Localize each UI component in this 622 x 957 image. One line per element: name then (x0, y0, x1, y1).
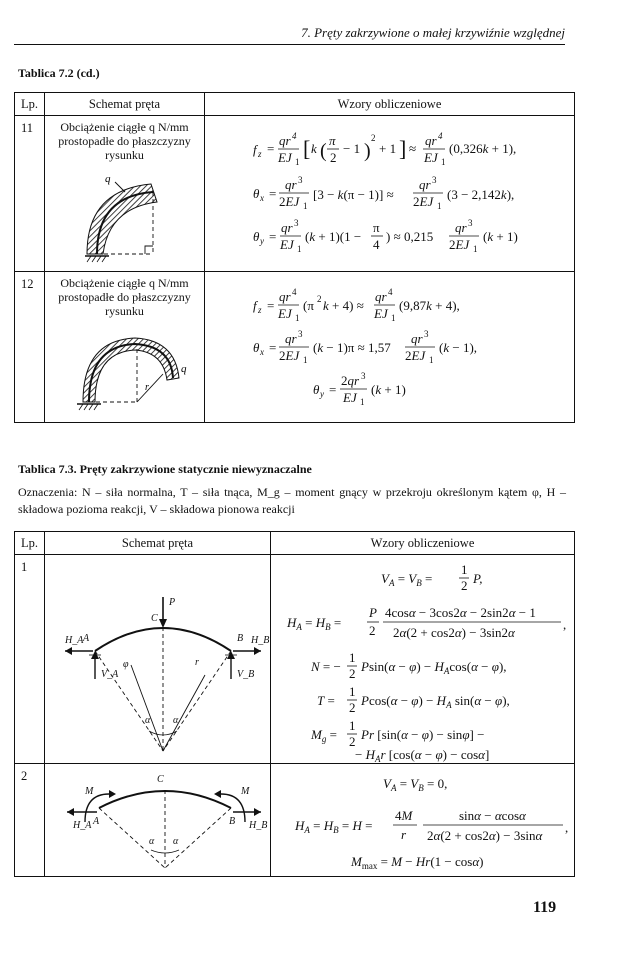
svg-text:≈: ≈ (409, 141, 417, 156)
svg-text:2: 2 (330, 150, 337, 165)
svg-text:2: 2 (349, 734, 356, 749)
svg-text:[3 − k(π − 1)] ≈: [3 − k(π − 1)] ≈ (313, 187, 394, 202)
table-row (15, 555, 575, 764)
svg-text:4M: 4M (395, 808, 413, 823)
col-header-formulas: Wzory obliczeniowe (205, 93, 575, 116)
svg-text:θ: θ (313, 382, 320, 397)
formula-theta-y-12 (313, 370, 513, 408)
svg-text:EJ: EJ (374, 306, 388, 321)
svg-text:π: π (329, 133, 336, 148)
svg-text:x: x (260, 193, 264, 203)
label-B: B (237, 633, 244, 644)
svg-text:3: 3 (432, 175, 437, 185)
svg-text:): ) (364, 140, 371, 162)
col-header-lp: Lp. (15, 532, 45, 555)
row-number: 2 (15, 764, 45, 877)
label-HB: H_B (249, 820, 268, 831)
label-C: C (157, 774, 164, 785)
label-HB: H_B (251, 635, 270, 646)
label-phi: φ (123, 659, 129, 670)
label-C: C (151, 613, 158, 624)
svg-text:Pcos(α − φ) − HA sin(α − φ),: $Pcos(\alpha - \varphi) - H_A$ sin(α − φ), (361, 693, 510, 710)
svg-text:1: 1 (360, 397, 365, 407)
label-P: P (169, 597, 176, 608)
svg-text:1: 1 (297, 244, 302, 254)
svg-text:θ: θ (253, 186, 260, 201)
svg-text:3: 3 (424, 329, 429, 339)
row-number: 12 (15, 272, 45, 423)
svg-text:1: 1 (349, 684, 356, 699)
scheme-cell (45, 116, 205, 272)
load-label-q: q (105, 173, 111, 185)
svg-text:y: y (320, 389, 324, 399)
notation-legend: Oznaczenia: N – siła normalna, T – siła tnąca, M_g – moment gnący w przekroju określonym kątem φ, H – składowa pozioma reakcji, V – składowa pionowa reakcji (18, 485, 566, 516)
scheme-arch-end-moments (45, 764, 271, 876)
svg-text:1: 1 (349, 718, 356, 733)
svg-text:1: 1 (441, 157, 446, 167)
svg-text:4: 4 (292, 131, 297, 141)
svg-text:qr: qr (279, 289, 291, 304)
running-head: 7. Pręty zakrzywione o małej krzywiźnie względnej (14, 22, 565, 45)
table-row (15, 116, 575, 272)
label-r: r (195, 657, 199, 668)
formula-theta-x-12 (253, 328, 553, 366)
svg-text:(k + 1): (k + 1) (483, 229, 518, 244)
svg-text:qr: qr (455, 220, 467, 235)
svg-text:=: = (269, 186, 277, 201)
svg-text:(9,87k + 4),: (9,87k + 4), (399, 298, 460, 313)
load-description: Obciążenie ciągłe q N/mm prostopadłe do płaszczyzny rysunku (58, 276, 191, 318)
formula-fz-11 (253, 128, 553, 168)
label-B: B (229, 816, 236, 827)
table-7-3 (14, 531, 575, 877)
svg-text:1: 1 (303, 355, 308, 365)
svg-text:− HAr [cos(α − φ) − cosα]: − $H_Ar$ [cos(α − φ) − cosα] (355, 747, 490, 763)
svg-text:EJ: EJ (280, 237, 294, 252)
svg-text:2α(2 + cos2α) − 3sinα: 2α(2 + cos2α) − 3sinα (427, 828, 543, 843)
svg-text:2: 2 (317, 294, 322, 304)
svg-text:) ≈ 0,215: ) ≈ 0,215 (386, 229, 434, 244)
svg-text:1: 1 (461, 562, 468, 577)
svg-text:2EJ: 2EJ (405, 348, 426, 363)
svg-text:N = −: N = − (311, 659, 341, 674)
svg-text:2EJ: 2EJ (279, 348, 300, 363)
label-alpha-right: α (173, 715, 179, 726)
label-VA: V_A (101, 669, 119, 680)
svg-text:2: 2 (461, 578, 468, 593)
svg-text:qr: qr (281, 220, 293, 235)
label-A: A (83, 633, 90, 644)
svg-text:Mmax = M − Hr(1 − cosα): $M_{max} = M - Hr(1 - \cos\alpha)$ (351, 854, 484, 871)
formula-fz-12 (253, 286, 553, 324)
col-header-scheme: Schemat pręta (45, 532, 271, 555)
svg-text:3: 3 (298, 329, 303, 339)
table-7-2 (14, 92, 575, 423)
svg-text:EJ: EJ (343, 390, 357, 405)
svg-text:4cosα − 3cos2α − 2sin2α − 1: 4cosα − 3cos2α − 2sin2α − 1 (385, 605, 536, 620)
svg-text:(k − 1),: (k − 1), (439, 340, 478, 355)
label-VB: V_B (237, 669, 255, 680)
svg-text:4: 4 (388, 287, 393, 297)
svg-text:2α(2 + cos2α) − 3sin2α: 2α(2 + cos2α) − 3sin2α (393, 625, 515, 640)
svg-text:qr: qr (425, 133, 437, 148)
svg-text:=: = (267, 141, 275, 156)
svg-text:VA = VB = 0,: $V_A = V_B = 0$, (383, 776, 448, 793)
table-header-row (15, 93, 575, 116)
svg-text:2: 2 (369, 623, 376, 638)
col-header-formulas: Wzory obliczeniowe (271, 532, 575, 555)
svg-text:qr: qr (285, 177, 297, 192)
table-7-2-caption: Tablica 7.2 (cd.) (18, 66, 100, 80)
svg-text:1: 1 (429, 355, 434, 365)
label-HA: H_A (73, 820, 92, 831)
svg-text:1: 1 (295, 157, 300, 167)
svg-text:4: 4 (438, 131, 443, 141)
svg-text:qr: qr (411, 331, 423, 346)
svg-text:(3 − 2,142k),: (3 − 2,142k), (447, 187, 515, 202)
svg-text:EJ: EJ (278, 306, 292, 321)
scheme-quarter-arc-figure (45, 162, 205, 267)
formula-cell (205, 272, 575, 423)
svg-text:− 1: − 1 (343, 141, 361, 156)
svg-text:(k + 1): (k + 1) (371, 382, 406, 397)
svg-text:θ: θ (253, 340, 260, 355)
svg-text:3: 3 (468, 218, 473, 228)
svg-text:2: 2 (371, 133, 376, 143)
page-number: 119 (533, 899, 557, 916)
svg-text:r: r (401, 827, 407, 842)
svg-text:4: 4 (292, 287, 297, 297)
svg-text:1: 1 (437, 201, 442, 211)
svg-text:(k − 1)π ≈ 1,57: (k − 1)π ≈ 1,57 (313, 340, 391, 355)
svg-text:f: f (253, 142, 257, 157)
col-header-lp: Lp. (15, 93, 45, 116)
radius-label-r: r (145, 382, 149, 393)
svg-text:VA = VB =: $V_A = V_B$ = (381, 571, 433, 588)
svg-text:(0,326k + 1),: (0,326k + 1), (449, 141, 517, 156)
svg-text:=: = (269, 340, 277, 355)
svg-text:]: ] (399, 136, 407, 161)
svg-text:2EJ: 2EJ (449, 237, 470, 252)
svg-text:qr: qr (279, 133, 291, 148)
svg-text:=: = (329, 382, 337, 397)
label-alpha-left: α (145, 715, 151, 726)
svg-text:EJ: EJ (424, 150, 438, 165)
col-header-scheme: Schemat pręta (45, 93, 205, 116)
svg-text:2qr: 2qr (341, 373, 360, 388)
table-header-row (15, 532, 575, 555)
svg-text:Mg =: $M_g$ = (311, 727, 337, 744)
label-alpha-left: α (149, 836, 155, 847)
svg-text:2EJ: 2EJ (413, 194, 434, 209)
svg-text:Pr [sin(α − φ) − sinφ] −: Pr [sin(α − φ) − sinφ] − (361, 727, 485, 742)
svg-text:qr: qr (375, 289, 387, 304)
label-HA: H_A (65, 635, 84, 646)
svg-text:f: f (253, 298, 257, 313)
svg-text:k + 4) ≈: k + 4) ≈ (323, 298, 364, 313)
load-label-q: q (181, 363, 187, 375)
svg-text:y: y (260, 236, 264, 246)
svg-text:1: 1 (303, 201, 308, 211)
scheme-cell (45, 555, 271, 764)
svg-text:1: 1 (391, 313, 396, 323)
svg-text:HA = HB =: $H_A = H_B$ = (287, 615, 342, 632)
svg-text:T =: T = (317, 693, 335, 708)
svg-text:1: 1 (295, 313, 300, 323)
svg-text:EJ: EJ (278, 150, 292, 165)
load-description: Obciążenie ciągłe q N/mm prostopadłe do płaszczyzny rysunku (58, 120, 191, 162)
formula-theta-x-11 (253, 174, 553, 212)
svg-text:(π: (π (303, 298, 314, 313)
label-alpha-right: α (173, 836, 179, 847)
svg-text:x: x (260, 347, 264, 357)
label-M-right: M (241, 786, 250, 797)
svg-text:=: = (267, 298, 275, 313)
svg-text:z: z (258, 305, 262, 315)
svg-text:k: k (311, 141, 317, 156)
table-7-3-caption: Tablica 7.3. Pręty zakrzywione statycznie niewyznaczalne (18, 462, 312, 476)
formula-cell (271, 555, 575, 764)
svg-text:P,: P, (473, 571, 483, 586)
svg-text:,: , (565, 820, 569, 835)
svg-text:z: z (258, 149, 262, 159)
svg-text:+ 1: + 1 (379, 141, 397, 156)
svg-text:HA = HB = H =: $H_A = H_B = H$ = (295, 818, 373, 835)
svg-text:3: 3 (361, 371, 366, 381)
svg-text:qr: qr (285, 331, 297, 346)
svg-text:3: 3 (298, 175, 303, 185)
formulas-row-1 (271, 559, 575, 763)
svg-text:qr: qr (419, 177, 431, 192)
svg-text:2: 2 (349, 666, 356, 681)
svg-text:,: , (563, 617, 567, 632)
svg-text:P: P (369, 605, 377, 620)
svg-text:Psin(α − φ) − HAcos(α − φ),: $Psin(\alpha - \varphi) - H_A\cos(\alpha - \varphi)$, (361, 659, 507, 676)
svg-text:2EJ: 2EJ (279, 194, 300, 209)
formula-cell (271, 764, 575, 877)
scheme-cell (45, 272, 205, 423)
svg-text:2: 2 (349, 700, 356, 715)
svg-text:(k + 1)(1 −: (k + 1)(1 − (305, 229, 362, 244)
svg-text:π: π (373, 220, 380, 235)
svg-text:θ: θ (253, 229, 260, 244)
scheme-arch-point-load (45, 555, 271, 763)
formula-cell (205, 116, 575, 272)
svg-text:[: [ (303, 136, 311, 161)
row-number: 1 (15, 555, 45, 764)
svg-text:3: 3 (294, 218, 299, 228)
svg-text:(: ( (320, 140, 327, 162)
table-row (15, 764, 575, 877)
label-A: A (93, 816, 100, 827)
table-row (15, 272, 575, 423)
row-number: 11 (15, 116, 45, 272)
svg-text:1: 1 (349, 650, 356, 665)
formulas-row-2 (271, 768, 575, 876)
svg-text:4: 4 (373, 237, 380, 252)
label-M-left: M (85, 786, 94, 797)
scheme-half-arc-figure (45, 318, 205, 418)
svg-text:1: 1 (473, 244, 478, 254)
formula-theta-y-11 (253, 216, 553, 256)
svg-text:sinα − αcosα: sinα − αcosα (459, 808, 526, 823)
scheme-cell (45, 764, 271, 877)
svg-text:=: = (269, 229, 277, 244)
